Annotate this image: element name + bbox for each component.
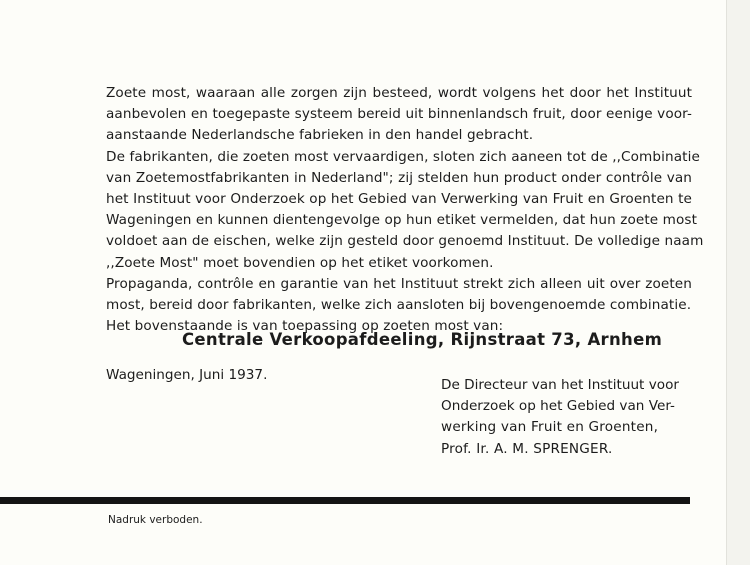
text-line: ,,Zoete Most" moet bovendien op het etiket voorkomen. <box>106 254 494 271</box>
footnote: Nadruk verboden. <box>108 514 203 526</box>
paragraph-manufacturers <box>106 147 704 274</box>
text-line: Het bovenstaande is van toepassing op zoeten most van: <box>106 318 504 335</box>
text-line: van Zoetemostfabrikanten in Nederland"; zij stelden hun product onder contrôle van <box>106 169 692 186</box>
text-line: De fabrikanten, die zoeten most vervaardigen, sloten zich aaneen tot de ,,Combinatie <box>106 148 700 165</box>
text-line: Zoete most, waaraan alle zorgen zijn besteed, wordt volgens het door het Instituut <box>106 85 692 101</box>
text-line: Propaganda, contrôle en garantie van het Instituut strekt zich alleen uit over zoeten <box>106 275 692 292</box>
text-line: Wageningen en kunnen dientengevolge op hun etiket vermelden, dat hun zoete most <box>106 212 698 229</box>
address-heading: Centrale Verkoopafdeeling, Rijnstraat 73, Arnhem <box>182 330 663 349</box>
horizontal-rule <box>0 497 690 504</box>
place-date: Wageningen, Juni 1937. <box>106 367 268 383</box>
paragraph-product <box>106 83 692 147</box>
text-line: het Instituut voor Onderzoek op het Gebied van Verwerking van Fruit en Groenten te <box>106 191 692 208</box>
body-text <box>106 83 704 337</box>
signature-line: Onderzoek op het Gebied van Ver- <box>441 398 675 415</box>
paragraph-guarantee <box>106 274 692 316</box>
signature-block <box>441 375 679 460</box>
signature-line: werking van Fruit en Groenten, <box>441 419 659 436</box>
signature-line: De Directeur van het Instituut voor <box>441 377 679 393</box>
text-line: voldoet aan de eischen, welke zijn gesteld door genoemd Instituut. De volledige naam <box>106 233 704 250</box>
signature-name: Prof. Ir. A. M. SPRENGER. <box>441 440 613 457</box>
text-line: aanstaande Nederlandsche fabrieken in den handel gebracht. <box>106 127 534 144</box>
text-line: most, bereid door fabrikanten, welke zich aansloten bij bovengenoemde combinatie. <box>106 297 692 314</box>
page-edge-strip <box>726 0 750 565</box>
text-line: aanbevolen en toegepaste systeem bereid uit binnenlandsch fruit, door eenige voor- <box>106 106 692 123</box>
